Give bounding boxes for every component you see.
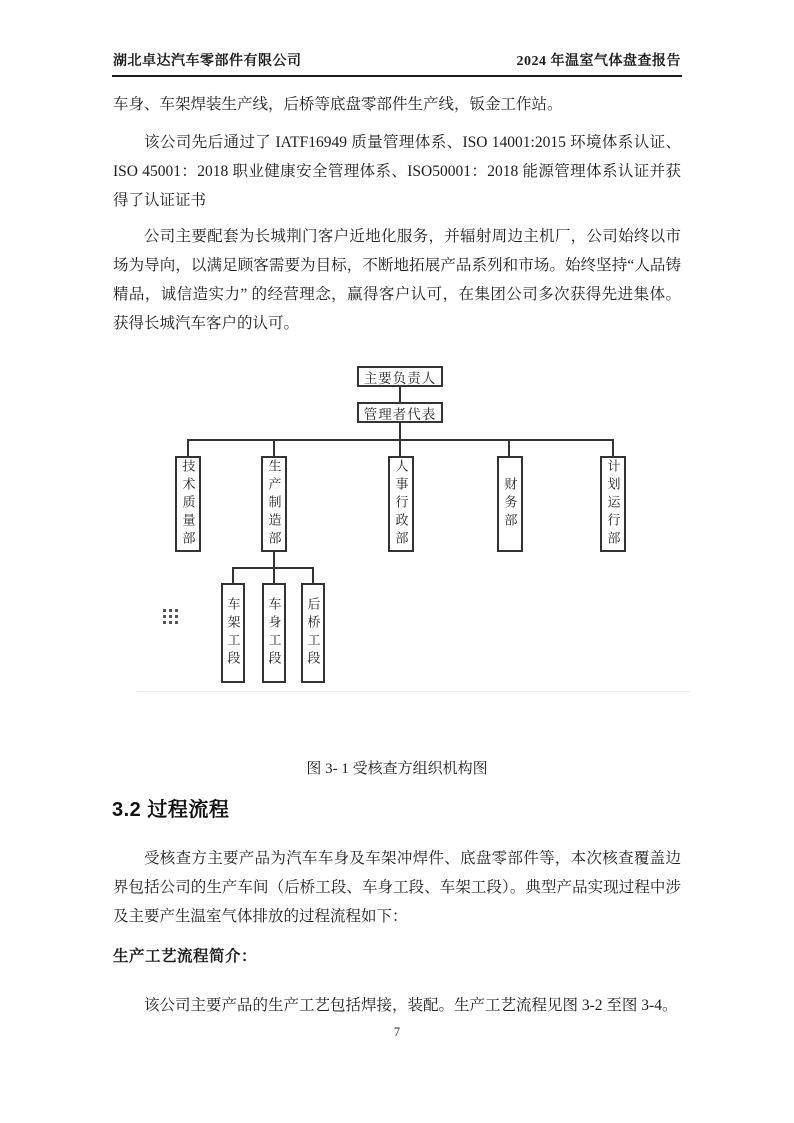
paragraph-verification-scope: 受核查方主要产品为汽车车身及车架冲焊件、底盘零部件等，本次核查覆盖边界包括公司的生产车间（后桥工段、车身工段、车架工段）。典型产品实现过程中涉及主要产生温室气体排放的过程流程如下： xyxy=(113,850,681,925)
org-node-dept-tech-quality: 技术质量部 xyxy=(175,456,201,552)
page-header xyxy=(113,50,681,70)
connector-line xyxy=(232,567,314,569)
connector-line xyxy=(612,440,614,456)
connector-line xyxy=(273,552,275,568)
connector-line xyxy=(273,568,275,583)
header-report-title: 2024 年温室气体盘查报告 xyxy=(516,54,681,69)
org-node-dept-finance: 财务部 xyxy=(497,456,523,552)
org-node-management-rep: 管理者代表 xyxy=(357,402,443,423)
connector-line xyxy=(232,568,234,583)
org-node-section-rear-axle: 后桥工段 xyxy=(301,583,325,683)
connector-line xyxy=(273,440,275,456)
paragraph-process-summary: 该公司主要产品的生产工艺包括焊接，装配。生产工艺流程见图 3-2 至图 3-4。 xyxy=(144,997,678,1014)
anchor-dots-icon xyxy=(163,609,178,624)
paragraph-production-lines: 车身、车架焊装生产线，后桥等底盘零部件生产线，钣金工作站。 xyxy=(113,96,563,113)
connector-line xyxy=(399,387,401,402)
org-node-dept-hr-admin: 人事行政部 xyxy=(388,456,414,552)
connector-line xyxy=(399,440,401,456)
paragraph-certifications: 该公司先后通过了 IATF16949 质量管理体系、ISO 14001:2015 环境体系认证、ISO 45001：2018 职业健康安全管理体系、ISO50001：2018 能源管理体系认证并获得了认证证书 xyxy=(113,134,681,209)
header-company-name: 湖北卓达汽车零部件有限公司 xyxy=(113,54,302,69)
org-node-dept-production: 生产制造部 xyxy=(261,456,287,552)
connector-line xyxy=(187,439,614,441)
sub-heading-process-intro: 生产工艺流程简介： xyxy=(113,948,258,965)
page-number: 7 xyxy=(393,1025,401,1039)
header-rule xyxy=(112,75,682,77)
org-node-section-frame: 车架工段 xyxy=(221,583,245,683)
section-heading-3-2: 3.2 过程流程 xyxy=(112,799,230,821)
paragraph-company-market: 公司主要配套为长城荆门客户近地化服务，并辐射周边主机厂，公司始终以市场为导向，以满足顾客需要为目标，不断地拓展产品系列和市场。始终坚持“人品铸精品，诚信造实力” 的经营理念，赢得客户认可，在集团公司多次获得先进集体。获得长城汽车客户的认可。 xyxy=(113,228,681,332)
diagram-bottom-edge xyxy=(137,691,690,692)
org-node-top-leader: 主要负责人 xyxy=(357,366,443,387)
org-node-dept-planning: 计划运行部 xyxy=(600,456,626,552)
org-node-section-body: 车身工段 xyxy=(262,583,286,683)
connector-line xyxy=(312,568,314,583)
connector-line xyxy=(399,423,401,440)
connector-line xyxy=(187,440,189,456)
figure-caption: 图 3- 1 受核查方组织机构图 xyxy=(306,761,488,777)
connector-line xyxy=(508,440,510,456)
